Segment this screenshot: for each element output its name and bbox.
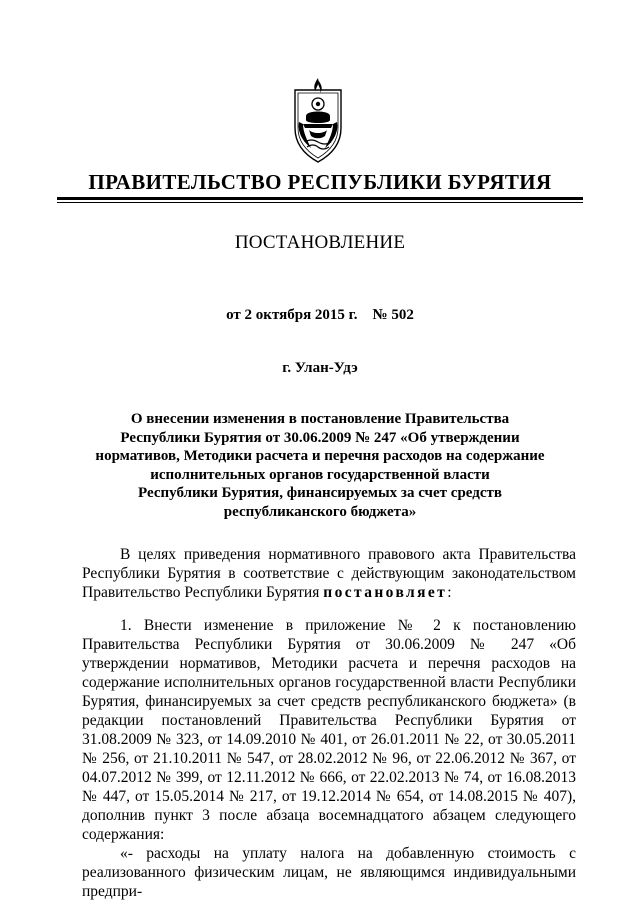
subject-line: Республики Бурятия, финансируемых за счет средств	[138, 485, 502, 501]
subject-line: нормативов, Методики расчета и перечня расходов на содержание	[95, 448, 545, 464]
document-type-heading: ПОСТАНОВЛЕНИЕ	[234, 232, 406, 253]
coat-of-arms-icon	[289, 76, 347, 164]
subject-line: Республики Бурятия от 30.06.2009 № 247 «Об утверждении	[120, 429, 520, 446]
government-name-heading: ПРАВИТЕЛЬСТВО РЕСПУБЛИКИ БУРЯТИЯ	[88, 170, 552, 194]
document-body	[82, 545, 576, 901]
header-divider-thick	[57, 197, 583, 200]
intro-paragraph	[82, 545, 576, 602]
quote-paragraph: «- расходы на уплату налога на добавленную стоимость с реализованного физическим лицам, не являющимся индивидуальными предпри-	[82, 845, 576, 900]
item-1-paragraph: 1. Внести изменение в приложение № 2 к постановлению Правительства Республики Бурятия от 30.06.2009 № 247 «Об утверждении нормативов, Методики расчета и перечня расходов на содержание исполнительных органов государственной власти Республики Бурятия, финансируемых за счет средств республиканского бюджета» (в редакции постановлений Правительства Республики Бурятия от 31.08.2009 № 323, от 14.09.2010 № 401, от 26.01.2011 № 22, от 30.05.2011 № 256, от 21.10.2011 № 547, от 28.02.2012 № 96, от 22.06.2012 № 367, от 04.07.2012 № 399, от 12.11.2012 № 666, от 22.02.2013 № 74, от 16.08.2013 № 447, от 15.05.2014 № 217, от 19.12.2014 № 654, от 14.08.2015 № 407), дополнив пункт 3 после абзаца восемнадцатого абзацем следующего содержания:	[82, 617, 576, 843]
subject-line: исполнительных органов государственной власти	[150, 466, 490, 483]
subject-line: О внесении изменения в постановление Правительства	[130, 411, 510, 427]
document-date-number: от 2 октября 2015 г. № 502	[226, 307, 414, 323]
intro-text: В целях приведения нормативного правового акта Правительства Республики Бурятия в соответствие с действующим законодательством Правительство Республики Бурятия	[82, 546, 576, 601]
document-city: г. Улан-Удэ	[282, 360, 358, 376]
header-divider-thin	[57, 202, 583, 203]
resolves-keyword: постановляет	[323, 584, 448, 601]
subject-line: республиканского бюджета»	[223, 503, 417, 520]
intro-end: :	[447, 584, 452, 601]
document-subject	[60, 410, 580, 521]
